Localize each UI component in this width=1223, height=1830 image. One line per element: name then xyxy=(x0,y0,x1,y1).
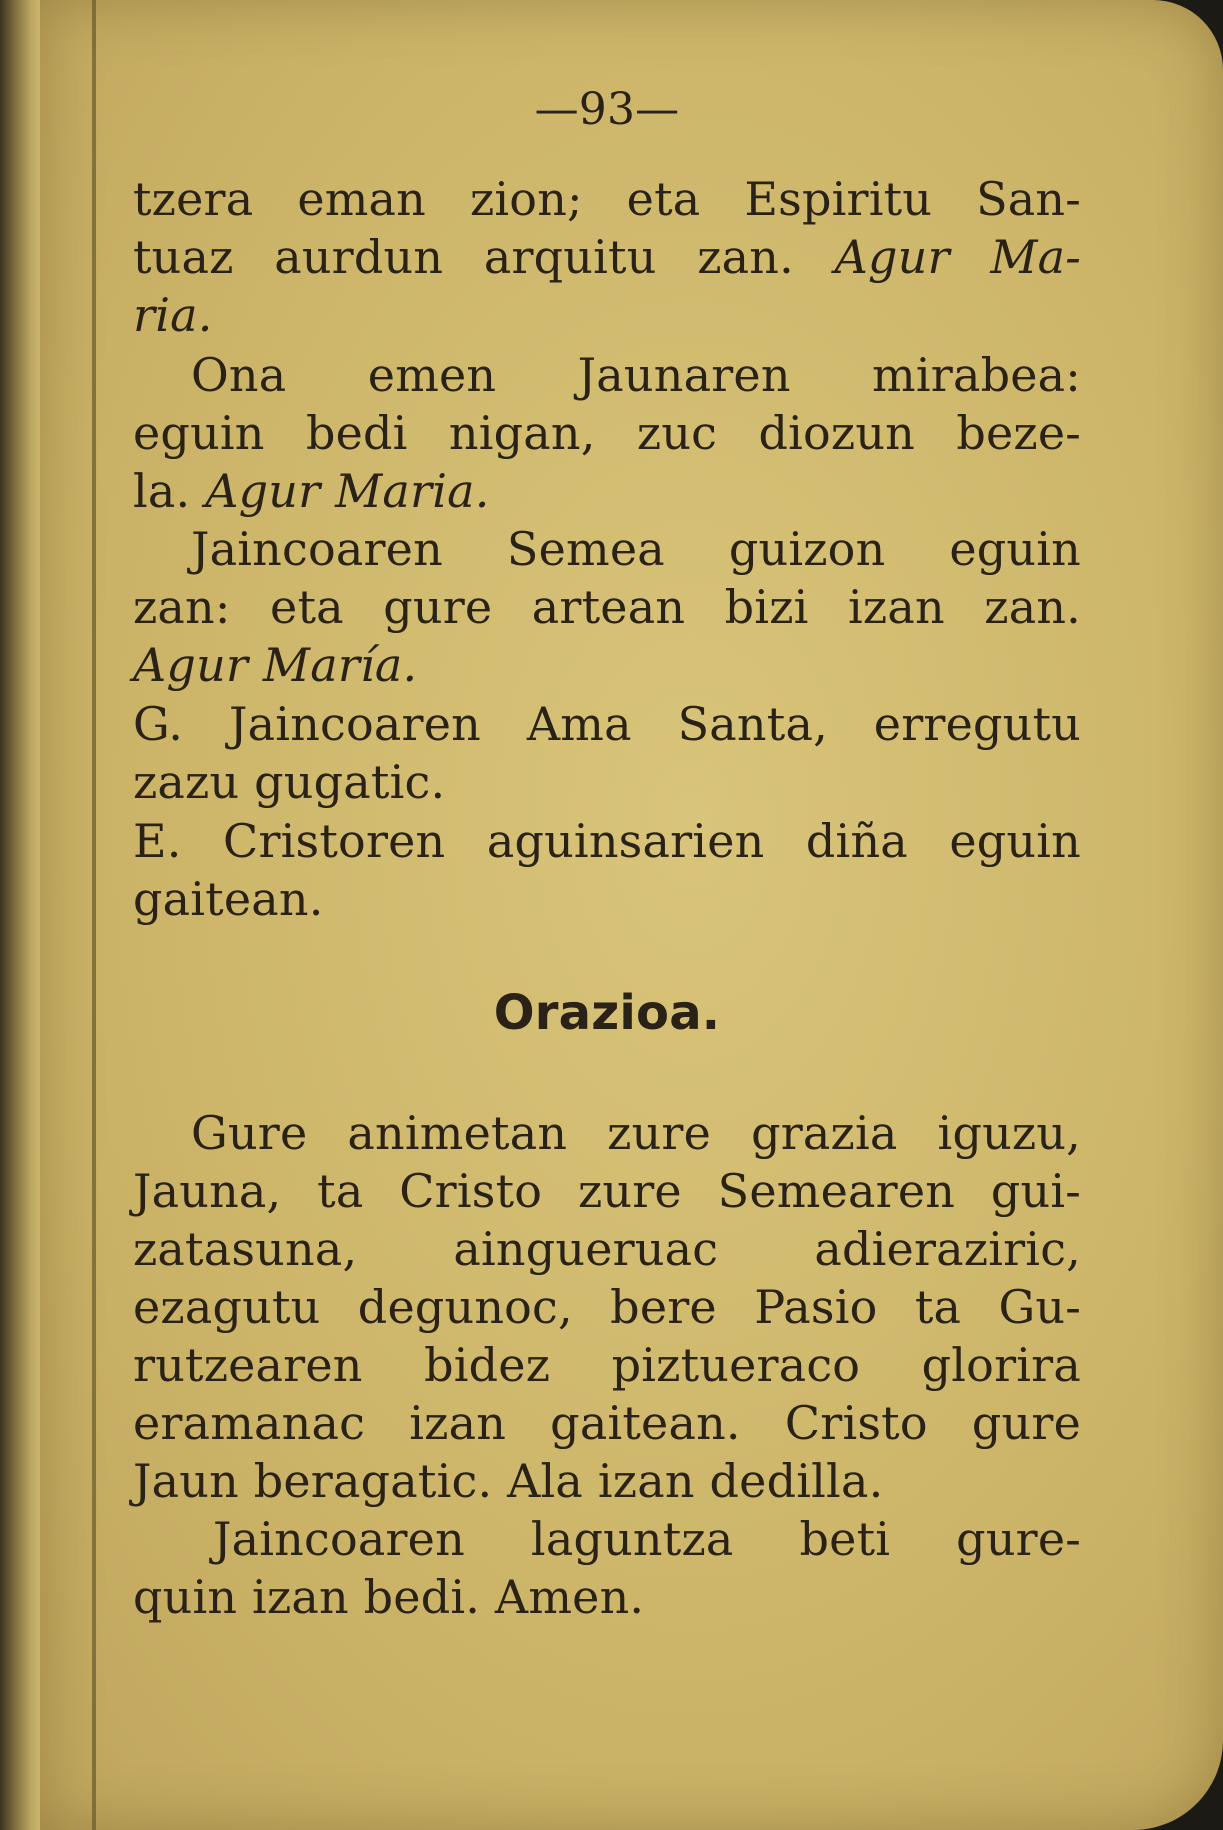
text-line: ezagutu degunoc, bere Pasio ta Gu- xyxy=(133,1280,1081,1334)
text-line: quin izan bedi. Amen. xyxy=(133,1570,645,1624)
page-number: —93— xyxy=(534,84,680,135)
book-page xyxy=(40,0,1223,1830)
text-line: tzera eman zion; eta Espiritu San- xyxy=(133,172,1081,226)
text-line: rutzearen bidez piztueraco glorira xyxy=(133,1338,1081,1392)
book-spine xyxy=(0,0,40,1830)
text-line: eguin bedi nigan, zuc diozun beze- xyxy=(133,406,1081,460)
text-line: gaitean. xyxy=(133,872,324,926)
text-line: Gure animetan zure grazia iguzu, xyxy=(191,1106,1081,1160)
text-line: Jauna, ta Cristo zure Semearen gui- xyxy=(133,1164,1081,1218)
text-line: Jaincoaren Semea guizon eguin xyxy=(191,522,1081,576)
text-line: zazu gugatic. xyxy=(133,755,446,809)
text-line: zatasuna, aingueruac adieraziric, xyxy=(133,1222,1081,1276)
section-heading: Orazioa. xyxy=(493,985,721,1041)
text-line: zan: eta gure artean bizi izan zan. xyxy=(133,580,1081,634)
text-line: ria. xyxy=(133,288,213,342)
text-line: Jaincoaren laguntza beti gure- xyxy=(213,1512,1081,1566)
text-line: eramanac izan gaitean. Cristo gure xyxy=(133,1396,1081,1450)
text-line: G. Jaincoaren Ama Santa, erregutu xyxy=(133,697,1081,751)
text-line: Jaun beragatic. Ala izan dedilla. xyxy=(133,1454,884,1508)
text-line: E. Cristoren aguinsarien diña eguin xyxy=(133,814,1081,868)
text-line: Ona emen Jaunaren mirabea: xyxy=(191,348,1081,402)
text-line: Agur María. xyxy=(133,638,418,692)
gutter-line xyxy=(92,0,96,1830)
text-line: tuaz aurdun arquitu zan. Agur Ma- xyxy=(133,230,1082,284)
text-line: la. Agur Maria. xyxy=(133,464,490,518)
